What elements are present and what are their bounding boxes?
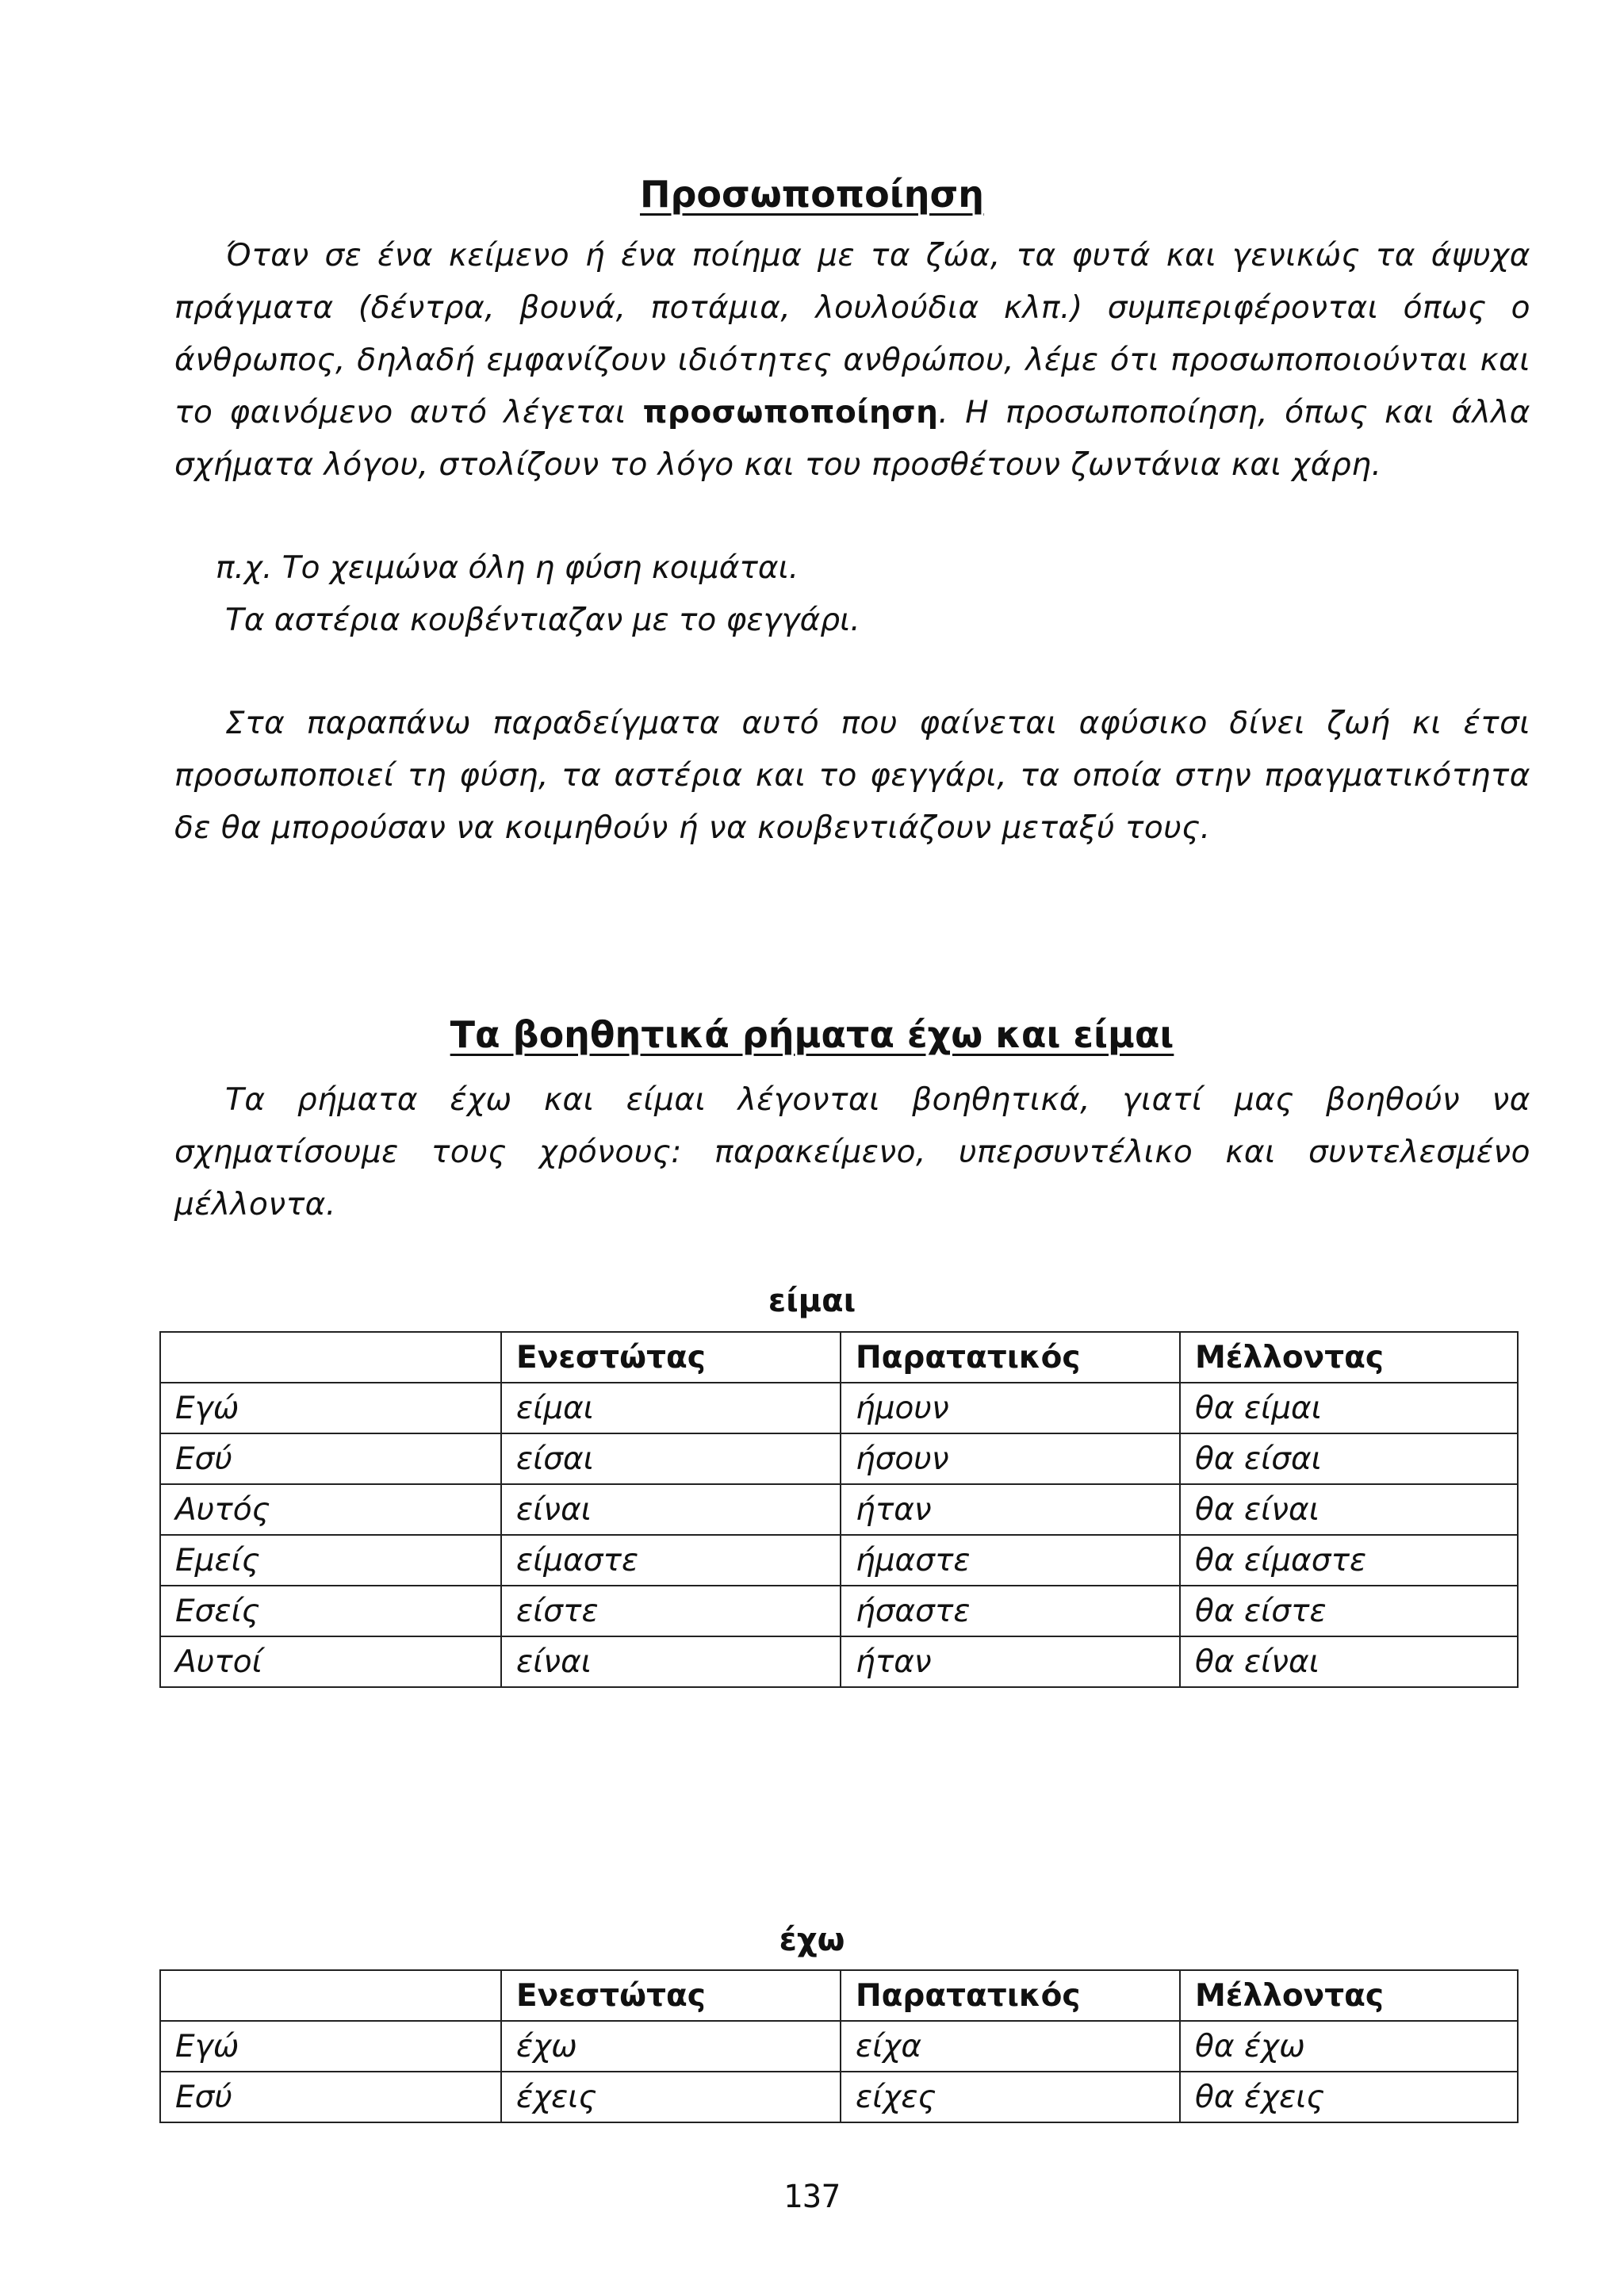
table-cell: είναι [501, 1484, 841, 1535]
section-title-auxiliary-verbs: Τα βοηθητικά ρήματα έχω και είμαι [450, 1013, 1174, 1056]
table-cell: Εγώ [160, 2021, 501, 2072]
table-cell: Αυτός [160, 1484, 501, 1535]
table-cell: ήμουν [841, 1383, 1180, 1433]
header-cell: Μέλλοντας [1180, 1970, 1518, 2021]
table-row [160, 1586, 1518, 1636]
conjugation-table-echo [159, 1969, 1519, 2123]
table-row [160, 1484, 1518, 1535]
header-cell: Μέλλοντας [1180, 1332, 1518, 1383]
table-cell: είμαστε [501, 1535, 841, 1586]
paragraph-text-part1: Όταν σε ένα κείμενο ή ένα ποίημα με τα ζώα, τα φυτά και γενικώς τα άψυχα πράγματα (δέντρα, βουνά, ποτάμια, λουλούδια κλπ.) συμπεριφέρονται όπως ο άνθρωπος, δηλαδή εμφανίζουν ιδιότητες ανθρώπου, λέμε ότι προσωποποιούνται και το φαινόμενο αυτό λέγεται [174, 238, 1530, 430]
table-cell: θα είναι [1180, 1636, 1518, 1687]
table-cell: Αυτοί [160, 1636, 501, 1687]
header-cell: Ενεστώτας [501, 1970, 841, 2021]
table-cell: ήταν [841, 1484, 1180, 1535]
table-cell: θα είστε [1180, 1586, 1518, 1636]
table-cell: Εμείς [160, 1535, 501, 1586]
header-cell: Παρατατικός [841, 1332, 1180, 1383]
table-cell: θα είμαστε [1180, 1535, 1518, 1586]
table-row [160, 1383, 1518, 1433]
header-cell [160, 1970, 501, 2021]
table-cell: ήμαστε [841, 1535, 1180, 1586]
table-cell: ήσαστε [841, 1586, 1180, 1636]
paragraph-text-part2: . Η προσωποποίηση, όπως και άλλα σχήματα λόγου, στολίζουν το λόγο και του προσθέτουν ζωντάνια και χάρη. [174, 395, 1530, 483]
example-sentence-2: Τα αστέρια κουβέντιαζαν με το φεγγάρι. [225, 603, 860, 638]
table-cell: Εσύ [160, 2072, 501, 2122]
bold-term: προσωποποίηση [642, 395, 939, 430]
section-title-personification: Προσωποποίηση [639, 173, 985, 216]
table-cell: είχα [841, 2021, 1180, 2072]
page-number: 137 [783, 2179, 841, 2215]
table-cell: είμαι [501, 1383, 841, 1433]
table-row [160, 1535, 1518, 1586]
table-header-row [160, 1970, 1518, 2021]
table-title-eimai: είμαι [768, 1283, 856, 1319]
header-cell: Ενεστώτας [501, 1332, 841, 1383]
header-cell: Παρατατικός [841, 1970, 1180, 2021]
table-row [160, 2072, 1518, 2122]
table-cell: είστε [501, 1586, 841, 1636]
table-header-row [160, 1332, 1518, 1383]
table-cell: Εγώ [160, 1383, 501, 1433]
table-cell: είχες [841, 2072, 1180, 2122]
table-row [160, 1636, 1518, 1687]
table-cell: ήσουν [841, 1433, 1180, 1484]
table-cell: είναι [501, 1636, 841, 1687]
table-title-echo: έχω [779, 1922, 845, 1958]
table-cell: θα έχεις [1180, 2072, 1518, 2122]
conjugation-table-eimai [159, 1331, 1519, 1688]
personification-paragraph [174, 230, 1530, 492]
table-cell: έχεις [501, 2072, 841, 2122]
table-cell: έχω [501, 2021, 841, 2072]
table-cell: ήταν [841, 1636, 1180, 1687]
table-cell: Εσύ [160, 1433, 501, 1484]
table-cell: Εσείς [160, 1586, 501, 1636]
table-row [160, 2021, 1518, 2072]
header-cell [160, 1332, 501, 1383]
table-cell: θα είναι [1180, 1484, 1518, 1535]
table-cell: θα έχω [1180, 2021, 1518, 2072]
table-cell: είσαι [501, 1433, 841, 1484]
table-cell: θα είσαι [1180, 1433, 1518, 1484]
auxiliary-verbs-paragraph: Τα ρήματα έχω και είμαι λέγονται βοηθητικά, γιατί μας βοηθούν να σχηματίσουμε τους χρόνους: παρακείμενο, υπερσυντέλικο και συντελεσμένο μέλλοντα. [174, 1082, 1530, 1223]
table-row [160, 1433, 1518, 1484]
table-cell: θα είμαι [1180, 1383, 1518, 1433]
explanation-paragraph: Στα παραπάνω παραδείγματα αυτό που φαίνεται αφύσικο δίνει ζωή κι έτσι προσωποποιεί τη φύση, τα αστέρια και το φεγγάρι, τα οποία στην πραγματικότητα δε θα μπορούσαν να κοιμηθούν ή να κουβεντιάζουν μεταξύ τους. [174, 706, 1530, 846]
example-sentence-1: π.χ. Το χειμώνα όλη η φύση κοιμάται. [216, 550, 799, 586]
